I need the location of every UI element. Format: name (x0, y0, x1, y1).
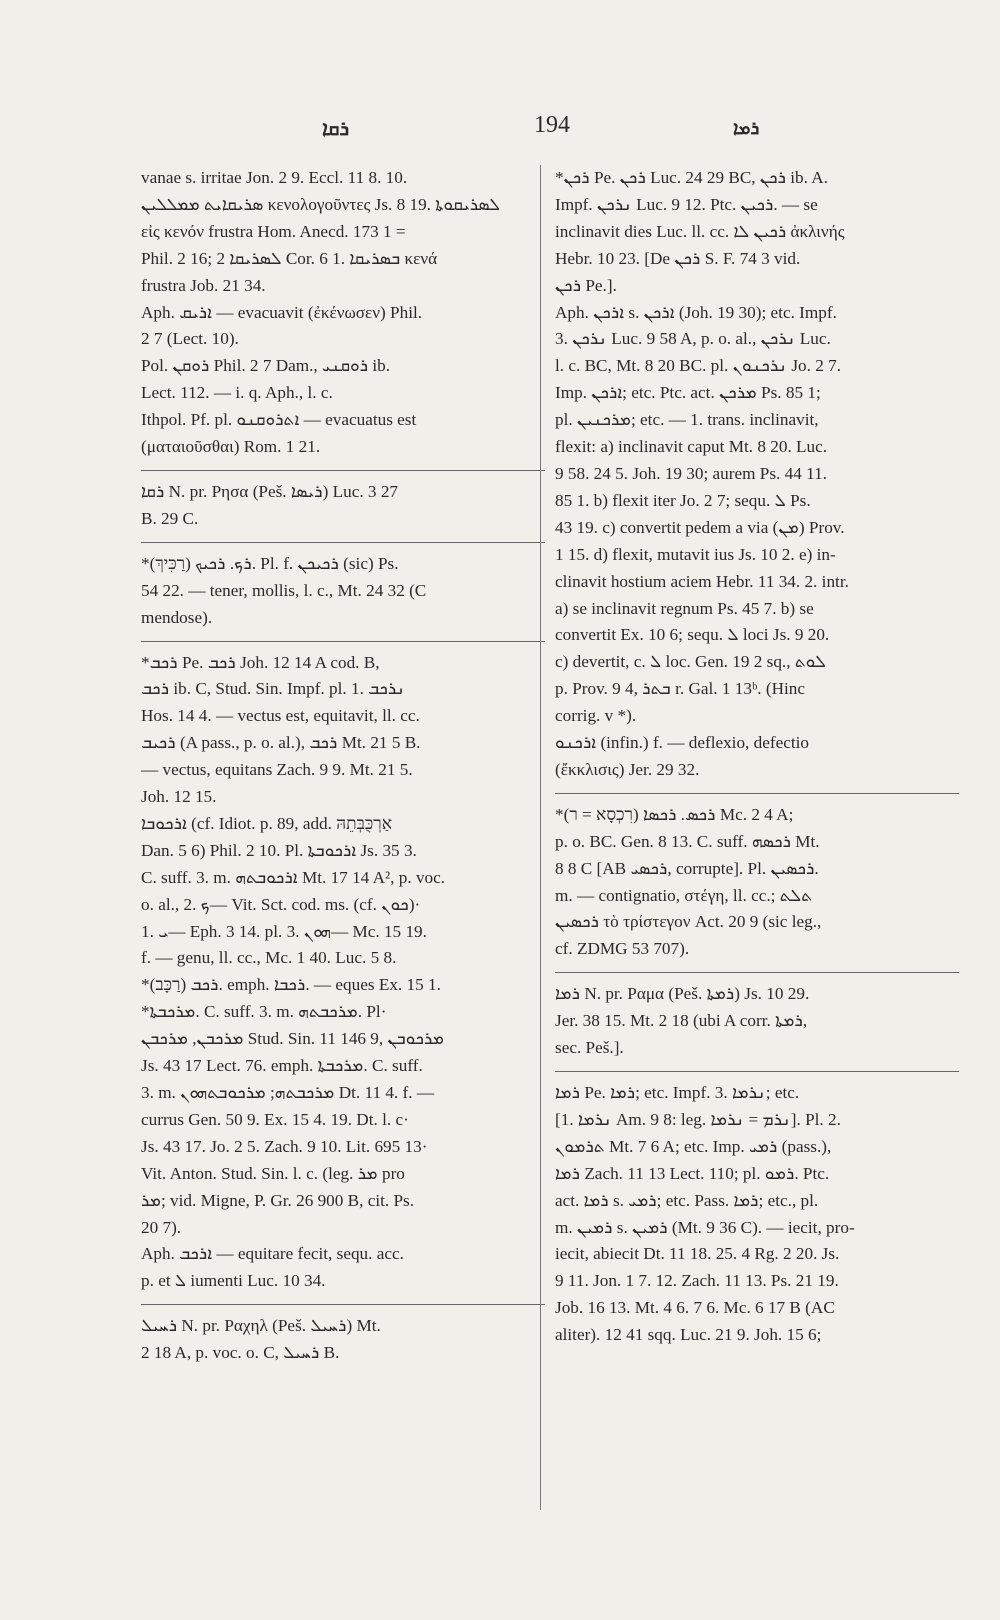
dictionary-entry (141, 1313, 545, 1367)
dictionary-entry (141, 650, 545, 1296)
entry-line: *ܪܟ. ܪܟܝܟ (רַכִּיךְ). Pl. f. ܪܟܝܟܢ (sic) Ps. (141, 553, 399, 573)
entry-line: ܪܟܣܝܢ τὸ τρίστεγον Act. 20 9 (sic leg., (555, 912, 822, 932)
entry-line: ܐܪܟܢܘ (infin.) f. — deflexio, defectio (555, 733, 809, 753)
column-divider (540, 165, 541, 1510)
entry-line: 1 15. d) flexit, mutavit ius Js. 10 2. e) in- (555, 544, 836, 564)
entry-line: — vectus, equitans Zach. 9 9. Mt. 21 5. (141, 760, 413, 780)
entry-line: ܡܪ; vid. Migne, P. Gr. 26 900 B, cit. Ps. (141, 1190, 415, 1210)
entry-line: Js. 43 17 Lect. 76. emph. ܡܪܟܒܬܐ. C. suff. (141, 1056, 423, 1076)
entry-line: clinavit hostium aciem Hebr. 11 34. 2. intr. (555, 571, 849, 591)
entry-line: (ἔκκλισις) Jer. 29 32. (555, 759, 700, 779)
entry-line: aliter). 12 41 sqq. Luc. 21 9. Joh. 15 6; (555, 1325, 822, 1345)
entry-line: ܪܡܐ Pe. ܪܡܐ; etc. Impf. 3. ܢܪܡܐ; etc. (555, 1083, 800, 1102)
page-header (0, 112, 1000, 152)
entry-line: ܣܪܝܩܐܝܬ ܡܡܠܠܝܢ κενολογοῦντες Js. 8 19. ܠܣܪܝܩܘܬܐ (141, 194, 501, 214)
entry-line: *ܡܪܟܒܬܐ. C. suff. 3. m. ܡܪܟܒܬܗ. Pl· (141, 1002, 387, 1022)
entry-line: a) se inclinavit regnum Ps. 45 7. b) se (555, 598, 814, 618)
dictionary-entry (555, 802, 959, 963)
entry-line: 3. m. ܡܪܟܒܬܗ; ܡܪܟܘܒܬܗܘܢ Dt. 11 4. f. — (141, 1083, 435, 1102)
entry-separator (555, 972, 959, 973)
entry-separator (141, 641, 545, 642)
entry-line: ܪܩܐ N. pr. Ρησα (Peš. ܪܝܣܐ) Luc. 3 27 (141, 481, 399, 501)
entry-line: (ματαιοῦσθαι) Rom. 1 21. (141, 437, 321, 457)
entry-line: 54 22. — tener, mollis, l. c., Mt. 24 32 (C (141, 580, 427, 600)
entry-line: Aph. ܐܪܝܩ — evacuavit (ἐκένωσεν) Phil. (141, 302, 423, 322)
entry-line: Phil. 2 16; ܠܣܪܝܩܐ 2 Cor. 6 1. ܒܣܪܝܩܐ κενά (141, 248, 438, 268)
entry-line: mendose). (141, 607, 213, 627)
entry-line: Hebr. 10 23. [De ܪܟܢ S. F. 74 3 vid. (555, 248, 801, 268)
entry-line: 9 58. 24 5. Joh. 19 30; aurem Ps. 44 11. (555, 463, 827, 483)
entry-line: pl. ܡܪܟܢܝܢ; etc. — 1. trans. inclinavit, (555, 410, 819, 430)
entry-line: vanae s. irritae Jon. 2 9. Eccl. 11 8. 10. (141, 168, 408, 187)
entry-line: m. ܪܡܝܢ s. ܪܡܝܢ (Mt. 9 36 C). — iecit, pro- (555, 1217, 855, 1237)
entry-line: sec. Peš.]. (555, 1038, 624, 1058)
entry-line: ܪܚܝܠ N. pr. Ραχηλ (Peš. ܪܚܝܠ) Mt. (141, 1316, 381, 1336)
entry-line: act. ܪܡܐ s. ܪܡܝ; etc. Pass. ܪܡܐ; etc., pl. (555, 1190, 819, 1210)
entry-line: m. — contignatio, στέγη, ll. cc.; ܬܠܬ (555, 885, 813, 905)
entry-line: p. o. BC. Gen. 8 13. C. suff. ܪܟܣܗ Mt. (555, 831, 820, 851)
entry-line: [1. ܢܪܡܐ Am. 9 8: leg. ܢܪܡ = ܢܪܡܐ]. Pl. 2. (555, 1109, 841, 1129)
entry-separator (141, 470, 545, 471)
entry-line: currus Gen. 50 9. Ex. 15 4. 19. Dt. l. c· (141, 1109, 409, 1129)
entry-line: f. — genu, ll. cc., Mc. 1 40. Luc. 5 8. (141, 948, 397, 968)
entry-line: Aph. ܐܪܟܢ s. ܐܪܟܢ (Joh. 19 30); etc. Impf. (555, 302, 837, 322)
entry-line: C. suff. 3. m. ܐܪܟܘܒܬܗ Mt. 17 14 A², p. voc. (141, 867, 446, 887)
entry-line: ܡܪܟܒܢ, ܡܪܟܒܢ Stud. Sin. 11 146 9, ܡܪܟܘܒܢ (141, 1029, 445, 1049)
entry-line: Aph. ܐܪܟܒ — equitare fecit, sequ. acc. (141, 1244, 404, 1264)
entry-line: *ܪܟܣ. ܪܟܣܐ (רִכְסָא = ר) Mc. 2 4 A; (555, 804, 794, 824)
entry-line: 20 7). (141, 1217, 182, 1237)
entry-separator (555, 1071, 959, 1072)
entry-line: 43 19. c) convertit pedem a via (ܡܢ) Prov. (555, 517, 845, 537)
right-column (555, 165, 959, 1349)
entry-line: 9 11. Jon. 1 7. 12. Zach. 11 13. Ps. 21 19. (555, 1271, 839, 1291)
dictionary-entry (141, 165, 545, 461)
entry-line: p. Prov. 9 4, ܒܬܪ r. Gal. 1 13ᵇ. (Hinc (555, 679, 805, 699)
entry-line: inclinavit dies Luc. ll. cc. ܪܟܝܢ ܠܐ ἀκλινής (555, 221, 845, 241)
dictionary-entry (141, 479, 545, 533)
entry-line: Imp. ܐܪܟܢ; etc. Ptc. act. ܡܪܟܢ Ps. 85 1; (555, 383, 821, 403)
entry-line: ܪܟܢ Pe.]. (555, 275, 617, 295)
entry-line: 2 18 A, p. voc. o. C, ܪܚܝܠ B. (141, 1343, 340, 1363)
entry-line: ܪܡܐ N. pr. Ραμα (Peš. ܪܡܬܐ) Js. 10 29. (555, 984, 810, 1004)
dictionary-entry (141, 551, 545, 632)
entry-separator (555, 793, 959, 794)
entry-line: Joh. 12 15. (141, 787, 217, 807)
entry-line: 3. ܢܪܟܢ Luc. 9 58 A, p. o. al., ܢܪܟܢ Luc. (555, 329, 831, 349)
entry-line: 2 7 (Lect. 10). (141, 329, 239, 349)
entry-line: Dan. 5 6) Phil. 2 10. Pl. ܐܪܟܘܒܬܐ Js. 35 3. (141, 840, 417, 860)
entry-line: 8 8 C [AB ܪܟܣܝ, corrupte]. Pl. ܪܟܣܝܢ. (555, 858, 819, 878)
entry-line: p. et ܠ iumenti Luc. 10 34. (141, 1271, 326, 1291)
entry-line: Hos. 14 4. — vectus est, equitavit, ll. cc. (141, 706, 420, 726)
entry-line: 85 1. b) flexit iter Jo. 2 7; sequ. ܠ Ps. (555, 490, 811, 510)
entry-line: flexit: a) inclinavit caput Mt. 8 20. Luc. (555, 437, 828, 457)
entry-line: *ܪܟܒ (רַכָּב). emph. ܪܟܒܐ. — eques Ex. 15 1. (141, 975, 441, 995)
entry-separator (141, 1304, 545, 1305)
page-number: 194 (534, 112, 570, 138)
entry-line: Impf. ܢܪܟܢ Luc. 9 12. Ptc. ܪܟܝܢ. — se (555, 194, 818, 214)
entry-line: convertit Ex. 10 6; sequ. ܠ loci Js. 9 20. (555, 625, 830, 645)
entry-line: ܐܪܟܘܒܐ (cf. Idiot. p. 89, add. אַרְכֻּבְּתֵהּ (141, 813, 393, 833)
entry-line: *ܪܟܒ Pe. ܪܟܒ Joh. 12 14 A cod. B, (141, 652, 380, 672)
entry-line: Js. 43 17. Jo. 2 5. Zach. 9 10. Lit. 695 13· (141, 1136, 428, 1156)
entry-line: c) devertit, c. ܠ loc. Gen. 19 2 sq., ܠܘܬ (555, 652, 826, 672)
entry-line: ܪܟܝܒ (A pass., p. o. al.), ܪܟܒ Mt. 21 5 B. (141, 733, 421, 753)
entry-line: Jer. 38 15. Mt. 2 18 (ubi A corr. ܪܡܬܐ, (555, 1011, 808, 1031)
running-head-right: ܪܡܐ (733, 118, 760, 139)
dictionary-entry (555, 165, 959, 784)
entry-line: εἰς κενόν frustra Hom. Anecd. 173 1 = (141, 221, 406, 241)
entry-line: B. 29 C. (141, 508, 199, 528)
entry-line: frustra Job. 21 34. (141, 275, 266, 295)
entry-separator (141, 542, 545, 543)
dictionary-entry (555, 1080, 959, 1349)
entry-line: 1. ܝ— Eph. 3 14. pl. 3. ܗܘܢ— Mc. 15 19. (141, 921, 427, 941)
entry-line: cf. ZDMG 53 707). (555, 939, 690, 959)
entry-line: o. al., 2. ܟ— Vit. Sct. cod. ms. (cf. ܟܘܢ)· (141, 894, 421, 914)
entry-line: Vit. Anton. Stud. Sin. l. c. (leg. ܡܪ pro (141, 1163, 405, 1183)
running-head-left: ܪܩܐ (322, 116, 350, 140)
entry-line: ܪܡܐ Zach. 11 13 Lect. 110; pl. ܪܡܘ. Ptc. (555, 1163, 830, 1183)
entry-line: l. c. BC, Mt. 8 20 BC. pl. ܢܪܟܢܘܢ Jo. 2 7. (555, 356, 842, 376)
entry-line: ܪܟܒ ib. C, Stud. Sin. Impf. pl. 1. ܢܪܟܒ (141, 679, 405, 699)
entry-line: iecit, abiecit Dt. 11 18. 25. 4 Rg. 2 20. Js. (555, 1244, 840, 1264)
entry-line: Ithpol. Pf. pl. ܐܬܪܘܩܢܘ — evacuatus est (141, 410, 417, 430)
entry-line: *ܪܟܢ Pe. ܪܟܢ Luc. 24 29 BC, ܪܟܢ ib. A. (555, 168, 828, 187)
entry-line: Pol. ܪܘܩܢ Phil. 2 7 Dam., ܪܘܩܢܝ ib. (141, 356, 391, 376)
left-column (141, 165, 545, 1367)
entry-line: Job. 16 13. Mt. 4 6. 7 6. Mc. 6 17 B (AC (555, 1298, 835, 1318)
entry-line: Lect. 112. — i. q. Aph., l. c. (141, 383, 333, 403)
entry-line: corrig. v *). (555, 706, 637, 726)
dictionary-entry (555, 981, 959, 1062)
entry-line: ܬܪܡܘܢ Mt. 7 6 A; etc. Imp. ܪܡܝ (pass.), (555, 1136, 832, 1156)
